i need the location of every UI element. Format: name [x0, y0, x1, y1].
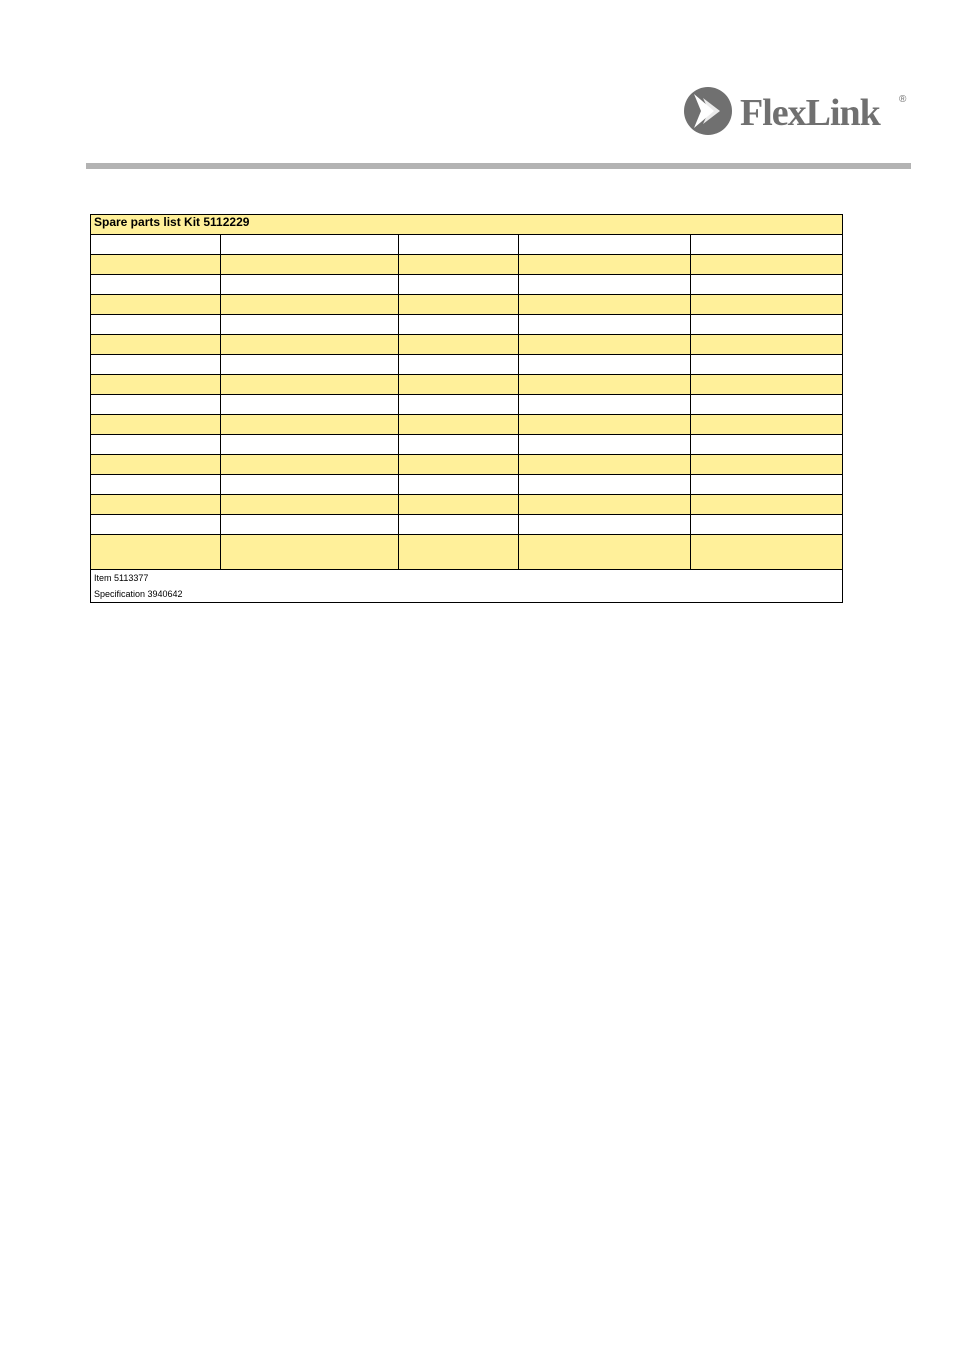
table-cell — [519, 275, 691, 295]
table-row — [91, 275, 843, 295]
table-row — [91, 355, 843, 375]
table-row — [91, 255, 843, 275]
table-row — [91, 535, 843, 570]
table-cell — [91, 295, 221, 315]
table-title: Spare parts list Kit 5112229 — [91, 215, 843, 235]
table-cell — [691, 435, 843, 455]
table-cell — [399, 475, 519, 495]
table-cell — [691, 255, 843, 275]
table-row — [91, 495, 843, 515]
table-cell — [91, 255, 221, 275]
table-cell — [221, 415, 399, 435]
table-cell — [91, 475, 221, 495]
table-footer-row — [91, 570, 843, 603]
table-row — [91, 515, 843, 535]
table-cell — [399, 375, 519, 395]
table-cell — [399, 495, 519, 515]
table-row — [91, 315, 843, 335]
table-cell — [91, 375, 221, 395]
table-cell — [691, 395, 843, 415]
table-cell — [519, 475, 691, 495]
table-cell — [399, 315, 519, 335]
table-row — [91, 235, 843, 255]
table-cell — [519, 355, 691, 375]
table-row — [91, 455, 843, 475]
table-cell — [221, 315, 399, 335]
table-cell — [691, 535, 843, 570]
table-row — [91, 295, 843, 315]
table-cell — [221, 455, 399, 475]
table-cell — [519, 535, 691, 570]
table-cell — [399, 355, 519, 375]
table-cell — [91, 395, 221, 415]
table-cell — [399, 335, 519, 355]
table-cell — [91, 335, 221, 355]
table-cell — [519, 375, 691, 395]
table-cell — [691, 355, 843, 375]
table-cell — [691, 335, 843, 355]
table-cell — [91, 235, 221, 255]
table-row — [91, 335, 843, 355]
table-row — [91, 395, 843, 415]
flexlink-logo — [683, 84, 913, 140]
table-cell — [519, 395, 691, 415]
table-cell — [91, 455, 221, 475]
table-cell — [691, 495, 843, 515]
table-cell — [91, 535, 221, 570]
flexlink-emblem-icon — [684, 87, 732, 135]
table-cell — [691, 375, 843, 395]
table-cell — [399, 535, 519, 570]
table-cell — [221, 375, 399, 395]
table-cell — [91, 415, 221, 435]
table-cell — [519, 235, 691, 255]
table-row — [91, 375, 843, 395]
table-cell — [221, 295, 399, 315]
logo-wordmark: FlexLink — [740, 92, 880, 134]
table-cell — [91, 355, 221, 375]
table-cell — [221, 255, 399, 275]
table-cell — [519, 455, 691, 475]
table-cell — [221, 235, 399, 255]
table-cell — [691, 315, 843, 335]
table-cell — [221, 335, 399, 355]
table-cell — [91, 315, 221, 335]
table-cell — [519, 435, 691, 455]
table-cell — [399, 235, 519, 255]
table-cell — [691, 235, 843, 255]
table-cell — [221, 475, 399, 495]
table-cell — [691, 295, 843, 315]
header-rule — [86, 163, 911, 169]
table-cell — [91, 515, 221, 535]
item-number: Item 5113377 — [94, 573, 149, 583]
table-cell — [91, 435, 221, 455]
registered-mark: ® — [899, 94, 907, 105]
table-cell — [399, 415, 519, 435]
table-cell — [691, 415, 843, 435]
table-cell — [519, 315, 691, 335]
table-cell — [519, 415, 691, 435]
table-cell — [691, 455, 843, 475]
table-cell — [399, 295, 519, 315]
table-cell — [399, 395, 519, 415]
table-cell — [691, 515, 843, 535]
table-cell — [519, 295, 691, 315]
table-cell — [691, 475, 843, 495]
table-cell — [519, 495, 691, 515]
table-cell — [221, 275, 399, 295]
table-cell — [519, 515, 691, 535]
table-row — [91, 475, 843, 495]
table-cell — [221, 395, 399, 415]
table-cell — [221, 355, 399, 375]
table-cell — [519, 255, 691, 275]
table-cell — [691, 275, 843, 295]
table-cell — [399, 275, 519, 295]
table-cell — [221, 515, 399, 535]
table-cell — [399, 515, 519, 535]
table-cell — [519, 335, 691, 355]
table-cell — [399, 255, 519, 275]
table-cell — [399, 455, 519, 475]
table-cell — [221, 435, 399, 455]
table-cell — [221, 495, 399, 515]
specification-number: Specification 3940642 — [94, 589, 183, 599]
table-row — [91, 415, 843, 435]
table-cell — [91, 275, 221, 295]
table-cell — [399, 435, 519, 455]
table-cell — [91, 495, 221, 515]
table-row — [91, 435, 843, 455]
spare-parts-table — [90, 214, 843, 603]
table-footer — [91, 570, 843, 603]
table-cell — [221, 535, 399, 570]
